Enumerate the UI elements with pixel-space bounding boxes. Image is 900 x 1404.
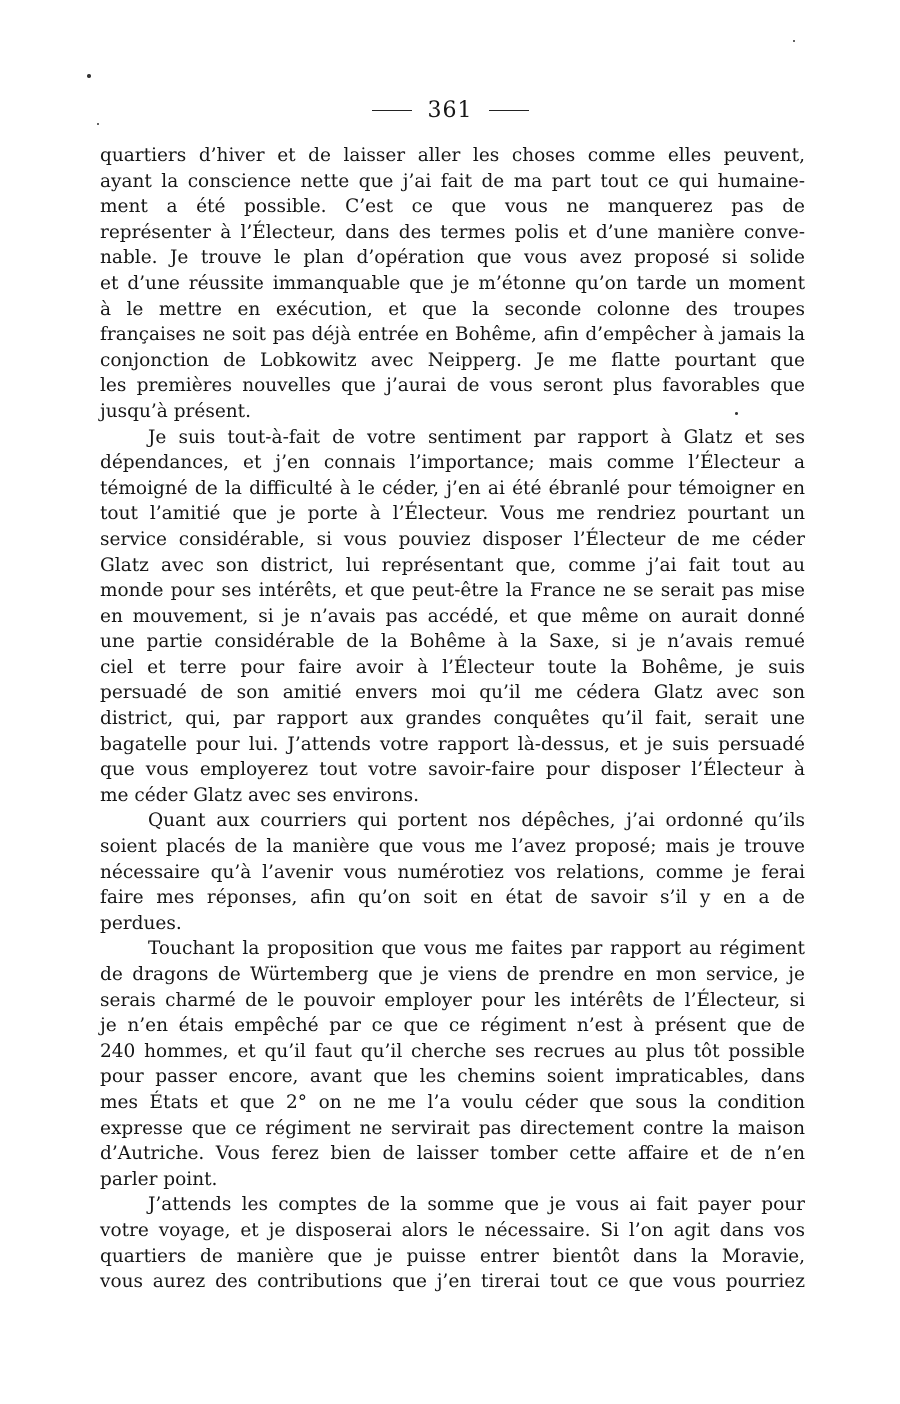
header-rule-left (372, 110, 412, 111)
text-line: Glatz avec son district, lui représentant que, comme j’ai fait tout au (100, 554, 805, 576)
text-line: en mouvement, si je n’avais pas accédé, et que même on aurait donné (100, 605, 805, 627)
text-line: Touchant la proposition que vous me faites par rapport au régiment (148, 938, 805, 960)
text-line: françaises ne soit pas déjà entrée en Bohême, afin d’empêcher à jamais la (100, 324, 805, 346)
text-line: faire mes réponses, afin qu’on soit en état de savoir s’il y en a de (100, 887, 805, 909)
text-line: témoigné de la difficulté à le céder, j’en ai été ébranlé pour témoigner en (100, 477, 805, 499)
text-line: quartiers d’hiver et de laisser aller les choses comme elles peuvent, (100, 145, 805, 166)
print-speck (793, 40, 795, 42)
text-line: ciel et terre pour faire avoir à l’Électeur toute la Bohême, je suis (100, 656, 805, 678)
text-line: que vous employerez tout votre savoir-faire pour disposer l’Électeur à (100, 759, 805, 781)
body-text (100, 143, 805, 1295)
text-line: parler point. (100, 1168, 218, 1190)
print-speck (735, 412, 738, 415)
text-line: service considérable, si vous pouviez disposer l’Électeur de me céder (100, 528, 805, 550)
text-line: de dragons de Würtemberg que je viens de prendre en mon service, je (100, 964, 805, 985)
header-rule-right (489, 110, 529, 111)
text-line: serais charmé de le pouvoir employer pour les intérêts de l’Électeur, si (100, 989, 805, 1011)
text-line: me céder Glatz avec ses environs. (100, 784, 419, 806)
text-line: et d’une réussite immanquable que je m’étonne qu’on tarde un moment (100, 272, 805, 294)
text-line: une partie considérable de la Bohême à la Saxe, si je n’avais remué (100, 631, 805, 653)
print-speck (87, 74, 91, 78)
text-line: pour passer encore, avant que les chemins soient impraticables, dans (100, 1066, 805, 1088)
text-line: 240 hommes, et qu’il faut qu’il cherche ses recrues au plus tôt possible (100, 1040, 805, 1062)
text-line: votre voyage, et je disposerai alors le nécessaire. Si l’on agit dans vos (100, 1219, 805, 1241)
text-line: ment a été possible. C’est ce que vous ne manquerez pas de (100, 196, 805, 218)
text-line: J’attends les comptes de la somme que je vous ai fait payer pour (148, 1194, 805, 1216)
text-line: représenter à l’Électeur, dans des termes polis et d’une manière conve- (100, 221, 805, 243)
page-header (0, 95, 900, 125)
text-line: expresse que ce régiment ne servirait pas directement contre la maison (100, 1117, 805, 1139)
text-line: bagatelle pour lui. J’attends votre rapport là-dessus, et je suis persuadé (100, 733, 805, 755)
text-line: je n’en étais empêché par ce que ce régiment n’est à présent que de (100, 1015, 805, 1037)
text-line: dépendances, et j’en connais l’importance; mais comme l’Électeur a (100, 452, 805, 474)
text-line: Quant aux courriers qui portent nos dépêches, j’ai ordonné qu’ils (148, 810, 805, 832)
text-line: perdues. (100, 912, 182, 934)
text-line: mes États et que 2° on ne me l’a voulu céder que sous la condition (100, 1091, 805, 1113)
text-line: tout l’amitié que je porte à l’Électeur. Vous me rendriez pourtant un (100, 503, 805, 525)
text-line: les premières nouvelles que j’aurai de vous seront plus favorables que (100, 375, 805, 397)
text-line: nable. Je trouve le plan d’opération que vous avez proposé si solide (100, 247, 805, 269)
text-line: nécessaire qu’à l’avenir vous numérotiez vos relations, comme je ferai (100, 861, 805, 883)
print-speck (97, 123, 99, 125)
text-line: jusqu’à présent. (100, 400, 251, 422)
page-number: 361 (427, 97, 473, 123)
text-line: quartiers de manière que je puisse entrer bientôt dans la Moravie, (100, 1245, 805, 1267)
text-line: soient placés de la manière que vous me l’avez proposé; mais je trouve (100, 836, 805, 858)
text-line: monde pour ses intérêts, et que peut-être la France ne se serait pas mise (100, 580, 805, 602)
text-line: vous aurez des contributions que j’en tirerai tout ce que vous pourriez (100, 1271, 805, 1293)
text-line: d’Autriche. Vous ferez bien de laisser tomber cette affaire et de n’en (100, 1143, 805, 1165)
text-line: persuadé de son amitié envers moi qu’il me cédera Glatz avec son (100, 682, 805, 704)
text-line: Je suis tout-à-fait de votre sentiment par rapport à Glatz et ses (148, 426, 805, 448)
text-line: à le mettre en exécution, et que la seconde colonne des troupes (100, 298, 805, 320)
text-line: district, qui, par rapport aux grandes conquêtes qu’il fait, serait une (100, 708, 805, 730)
text-line: ayant la conscience nette que j’ai fait de ma part tout ce qui humaine- (100, 170, 805, 192)
text-line: conjonction de Lobkowitz avec Neipperg. Je me flatte pourtant que (100, 349, 805, 371)
